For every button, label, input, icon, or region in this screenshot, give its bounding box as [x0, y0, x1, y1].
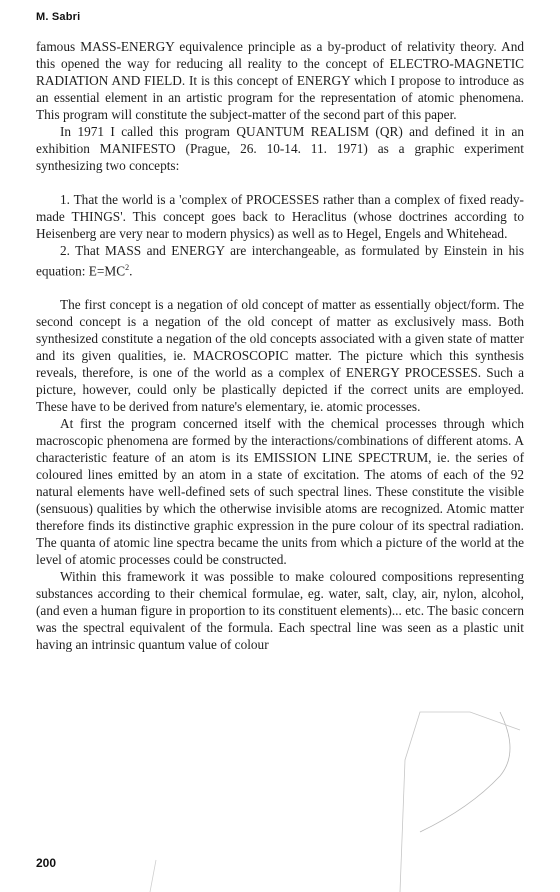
body-text [36, 38, 524, 653]
list-item: 1. That the world is a 'complex of PROCESSES rather than a complex of fixed ready-made THINGS'. This concept goes back to Heraclitus (whose doctrines according to Heisenberg are very near to modern physics) as well as to Hegel, Engels and Whitehead. [36, 192, 524, 241]
page-number: 200 [36, 856, 57, 870]
paragraph: Within this framework it was possible to make coloured compositions representing substances according to their chemical formulae, eg. water, salt, clay, air, nylon, alcohol, (and even a human figure in proportion to its constituent elements)... etc. The basic concern was the spectral equivalent of the formula. Each spectral line was seen as a plastic unit having an intrinsic quantum value of colour [36, 569, 524, 653]
list-item-end: . [129, 263, 133, 279]
paragraph: At first the program concerned itself with the chemical processes through which macroscopic phenomena are formed by the interactions/combinations of different atoms. A characteristic feature of an atom is its EMISSION LINE SPECTRUM, ie. the series of coloured lines emitted by an atom in a state of excitation. The atoms of each of the 92 natural elements have well-defined sets of such spectral lines. These constitute the visible (sensuous) qualities by which the otherwise invisible atoms are recognized. Atomic matter therefore finds its distinctive graphic expression in the pure colour of its spectral radiation. The quanta of atomic line spectra became the units from which a picture of the world at the level of atomic processes could be constructed. [36, 416, 524, 568]
superscript: 2 [125, 263, 130, 272]
paragraph: The first concept is a negation of old concept of matter as essentially object/form. The second concept is a negation of the old concept of matter as exclusively mass. Both synthesized constitute a negation of the old concepts associated with a given state of matter and its given qualities, ie. MACROSCOPIC matter. The picture which this synthesis reveals, therefore, is one of the world as a complex of ENERGY PROCESSES. Such a picture, however, could only be plastically depicted if the correct units are employed. These have to be derived from nature's elementary, ie. atomic processes. [36, 297, 524, 415]
list-item [36, 242, 524, 279]
list-item-text: 2. That MASS and ENERGY are interchangeable, as formulated by Einstein in his equation: E=MC [36, 243, 524, 279]
paragraph: In 1971 I called this program QUANTUM REALISM (QR) and defined it in an exhibition MANIFESTO (Prague, 26. 10-14. 11. 1971) as a graphic experiment synthesizing two concepts: [36, 124, 524, 173]
running-head: M. Sabri [36, 11, 81, 23]
paragraph: famous MASS-ENERGY equivalence principle as a by-product of relativity theory. And this opened the way for reducing all reality to the concept of ELECTRO-MAGNETIC RADIATION AND FIELD. It is this concept of ENERGY which I propose to introduce as an essential element in an artistic program for the representation of atomic phenomena. This program will constitute the subject-matter of the second part of this paper. [36, 39, 524, 122]
